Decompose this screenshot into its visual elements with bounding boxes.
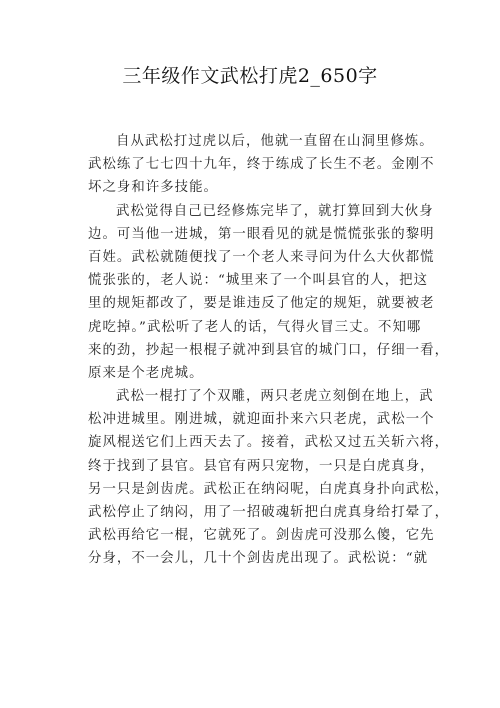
article-body xyxy=(88,130,450,571)
text-line: 原来是个老虎城。 xyxy=(88,365,204,381)
text-line: 慌张张的，老人说：“城里来了一个叫县官的人，把这 xyxy=(88,273,429,289)
text-line: 百姓。武松就随便找了一个老人来寻问为什么大伙都慌 xyxy=(88,249,435,265)
text-line: 另一只是剑齿虎。武松正在纳闷呢，白虎真身扑向武松， xyxy=(88,481,450,497)
text-line: 武松一棍打了个双雕，两只老虎立刻倒在地上，武 xyxy=(116,389,434,405)
text-line: 坏之身和许多技能。 xyxy=(88,180,218,196)
text-line: 武松觉得自己已经修炼完毕了，就打算回到大伙身 xyxy=(116,203,434,219)
text-line: 自从武松打过虎以后，他就一直留在山洞里修炼。 xyxy=(116,134,434,149)
text-line: 松冲进城里。刚进城，就迎面扑来六只老虎，武松一个 xyxy=(88,412,435,428)
text-line: 来的劲，抄起一根棍子就冲到县官的城门口，仔细一看， xyxy=(88,342,450,358)
text-line: 旋风棍送它们上西天去了。接着，武松又过五关斩六将， xyxy=(88,435,450,451)
text-line: 虎吃掉。”武松听了老人的话，气得火冒三丈。不知哪 xyxy=(88,319,422,335)
text-line: 分身，不一会儿，几十个剑齿虎出现了。武松说：“就 xyxy=(88,551,429,567)
text-line: 武松再给它一棍，它就死了。剑齿虎可没那么傻，它先 xyxy=(88,528,435,544)
text-line: 武松练了七七四十九年，终于练成了长生不老。金刚不 xyxy=(88,157,435,173)
text-line: 武松停止了纳闷，用了一招破魂斩把白虎真身给打晕了， xyxy=(88,505,450,520)
text-line: 边。可当他一进城，第一眼看见的就是慌慌张张的黎明 xyxy=(88,226,435,242)
text-line: 终于找到了县官。县官有两只宠物，一只是白虎真身， xyxy=(88,458,435,474)
document-title: 三年级作文武松打虎2_650字 xyxy=(122,65,378,87)
text-line: 里的规矩都改了，要是谁违反了他定的规矩，就要被老 xyxy=(88,296,435,312)
